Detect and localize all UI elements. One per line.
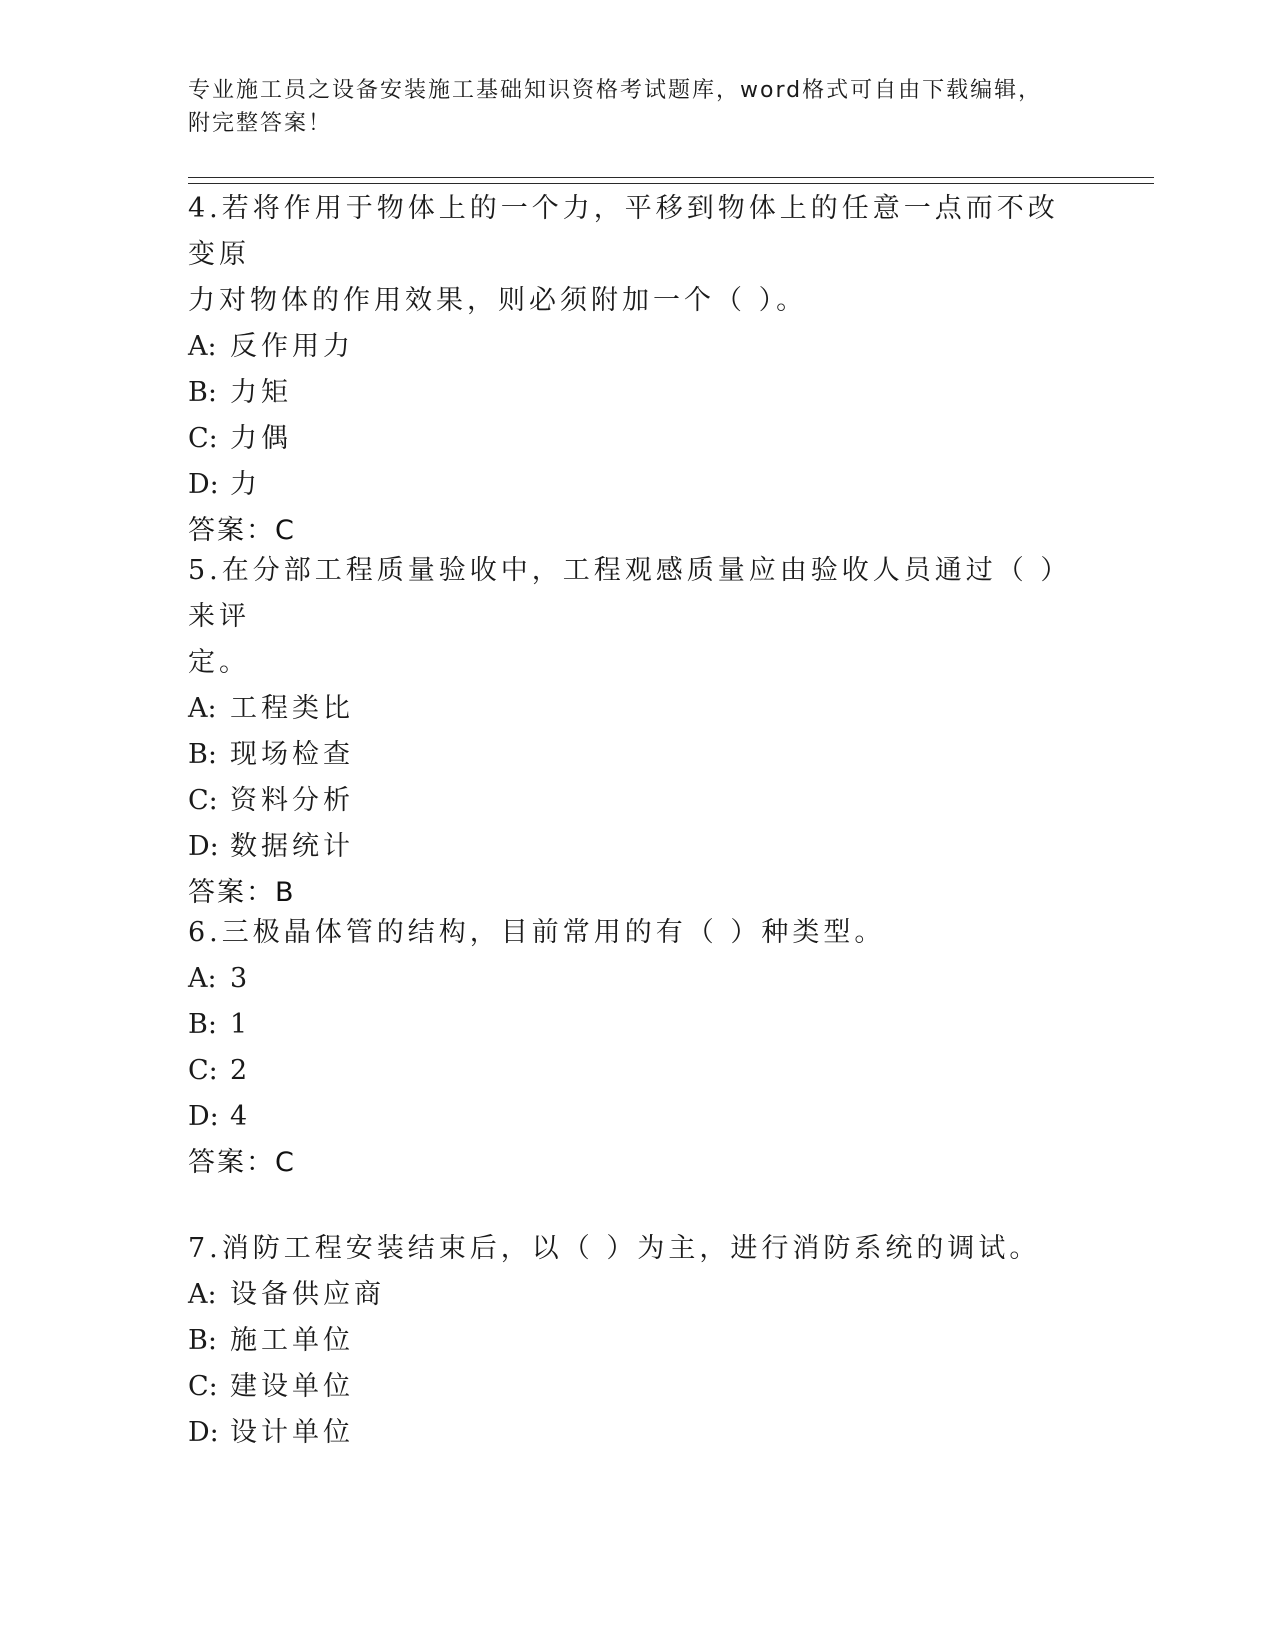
question-5	[188, 548, 1088, 916]
option-c	[188, 1364, 1088, 1410]
option-key: A:	[188, 1279, 217, 1310]
option-key: B:	[188, 1009, 217, 1040]
question-stem	[188, 548, 1088, 686]
question-4	[188, 186, 1088, 554]
question-stem-line: 5.在分部工程质量验收中，工程观感质量应由验收人员通过（ ）来评	[188, 555, 1072, 632]
option-text: 2	[230, 1055, 252, 1086]
option-text: 工程类比	[230, 693, 354, 724]
option-key: B:	[188, 739, 217, 770]
option-d	[188, 1410, 1088, 1456]
option-key: B:	[188, 1325, 217, 1356]
question-stem-line: 力对物体的作用效果，则必须附加一个（ ）。	[188, 285, 808, 316]
option-key: D:	[188, 1101, 219, 1132]
option-text: 1	[230, 1009, 252, 1040]
option-key: D:	[188, 831, 219, 862]
option-key: C:	[188, 1055, 218, 1086]
answer-line: 答案：C	[188, 515, 296, 546]
option-key: B:	[188, 377, 217, 408]
option-key: A:	[188, 331, 217, 362]
option-b	[188, 370, 1088, 416]
question-stem-line: 定。	[188, 647, 250, 678]
option-key: C:	[188, 423, 218, 454]
option-a	[188, 686, 1088, 732]
option-text: 力矩	[230, 377, 292, 408]
option-d	[188, 1094, 1088, 1140]
option-c	[188, 416, 1088, 462]
option-a	[188, 1272, 1088, 1318]
option-text: 施工单位	[230, 1325, 354, 1356]
option-key: D:	[188, 1417, 219, 1448]
answer-line: 答案：C	[188, 1147, 296, 1178]
header-line-1: 专业施工员之设备安装施工基础知识资格考试题库，word格式可自由下载编辑，	[188, 78, 1043, 103]
header-line-2: 附完整答案！	[188, 111, 333, 136]
option-a	[188, 324, 1088, 370]
option-text: 反作用力	[230, 331, 354, 362]
option-text: 资料分析	[230, 785, 354, 816]
option-d	[188, 462, 1088, 508]
option-b	[188, 1002, 1088, 1048]
option-c	[188, 778, 1088, 824]
option-b	[188, 1318, 1088, 1364]
option-text: 建设单位	[230, 1371, 354, 1402]
question-stem-line: 6.三极晶体管的结构，目前常用的有（ ）种类型。	[188, 917, 886, 948]
option-b	[188, 732, 1088, 778]
option-text: 设计单位	[230, 1417, 354, 1448]
option-key: A:	[188, 693, 217, 724]
option-text: 3	[230, 963, 252, 994]
question-stem-line: 4.若将作用于物体上的一个力，平移到物体上的任意一点而不改变原	[188, 193, 1059, 270]
answer-line: 答案：B	[188, 877, 296, 908]
header-divider-top	[188, 177, 1154, 178]
question-stem	[188, 1226, 1088, 1272]
header-divider-bottom	[188, 183, 1154, 184]
option-text: 力偶	[230, 423, 292, 454]
option-key: D:	[188, 469, 219, 500]
question-stem	[188, 910, 1088, 956]
question-stem-line: 7.消防工程安装结束后，以（ ）为主，进行消防系统的调试。	[188, 1233, 1041, 1264]
option-key: C:	[188, 1371, 218, 1402]
option-a	[188, 956, 1088, 1002]
question-7	[188, 1226, 1088, 1456]
document-header	[188, 74, 1088, 140]
option-text: 现场检查	[230, 739, 354, 770]
option-text: 力	[230, 469, 261, 500]
question-stem	[188, 186, 1088, 324]
option-d	[188, 824, 1088, 870]
option-c	[188, 1048, 1088, 1094]
option-text: 数据统计	[230, 831, 354, 862]
option-key: C:	[188, 785, 218, 816]
option-text: 设备供应商	[230, 1279, 385, 1310]
question-6	[188, 910, 1088, 1186]
option-key: A:	[188, 963, 217, 994]
option-text: 4	[230, 1101, 252, 1132]
